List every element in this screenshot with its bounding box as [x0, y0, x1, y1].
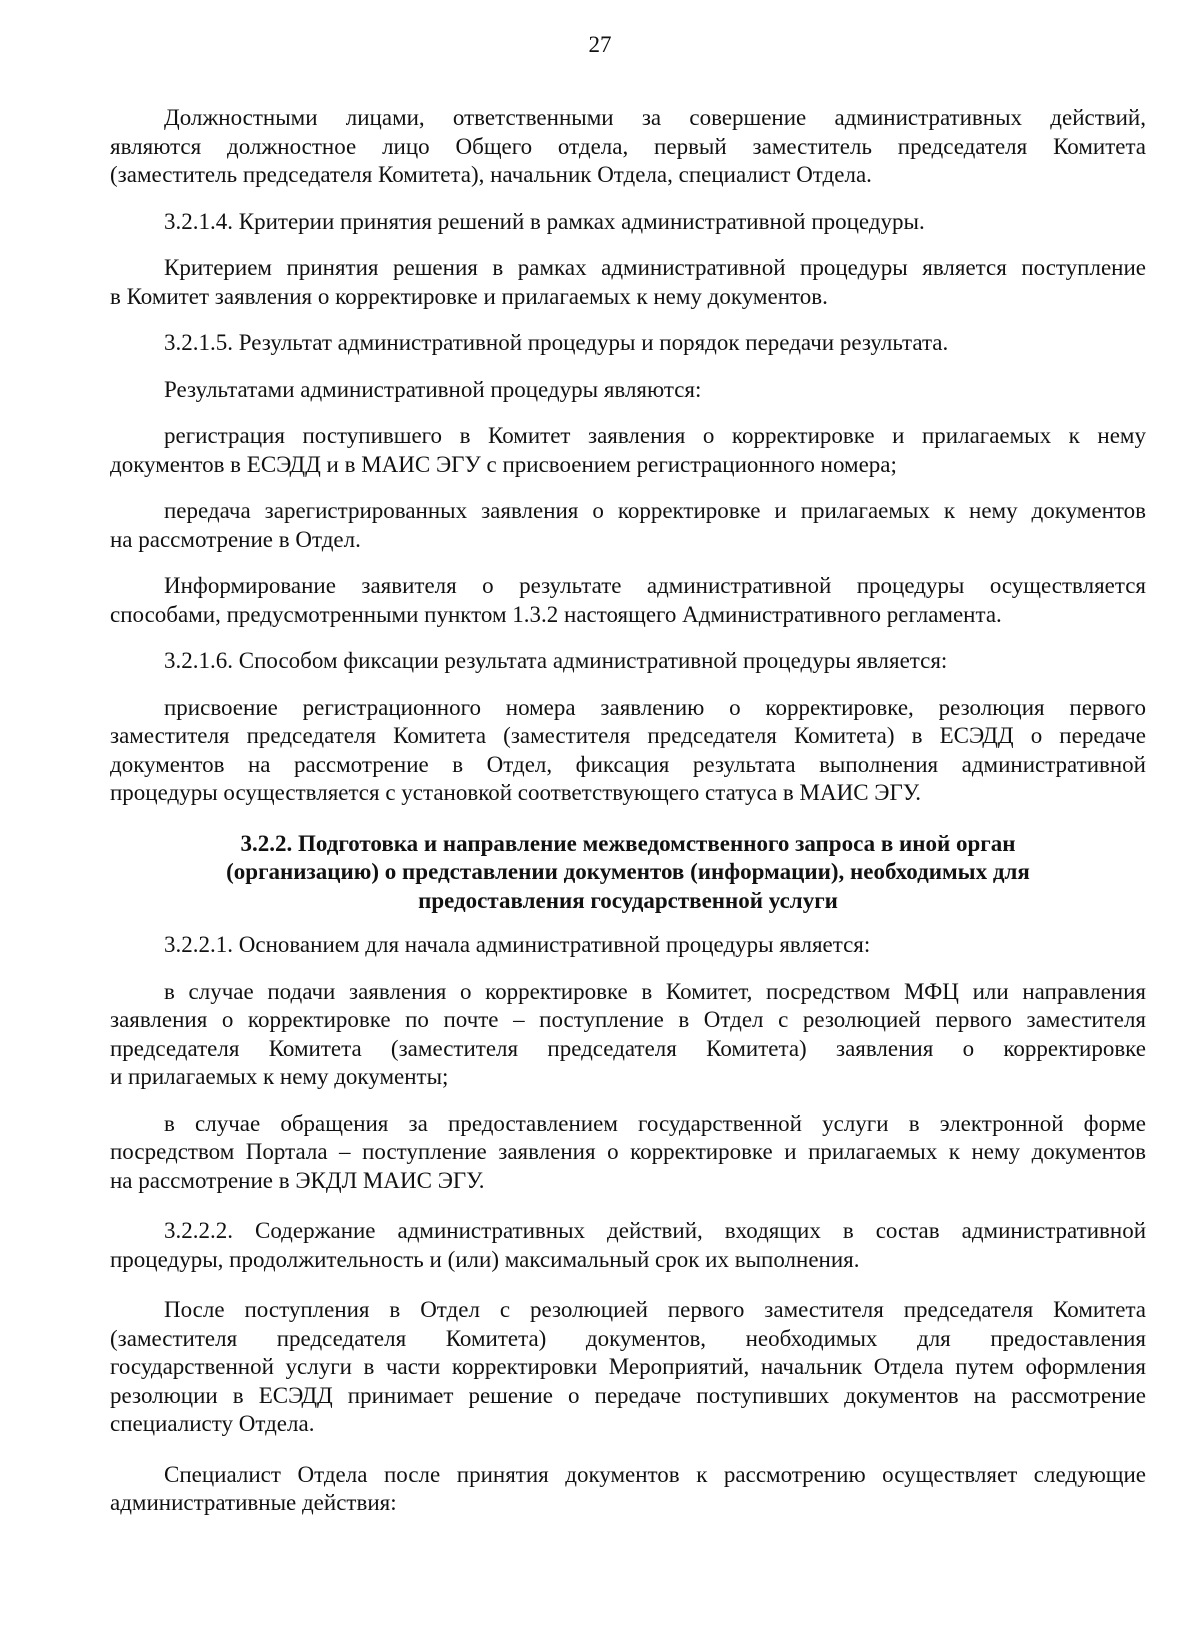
- text-line: заместителя председателя Комитета (заместителя председателя Комитета) в ЕСЭДД о передаче: [110, 723, 1146, 748]
- paragraph-3-2-1-4: [110, 208, 1146, 237]
- text-line: (заместитель председателя Комитета), начальник Отдела, специалист Отдела.: [110, 162, 872, 187]
- paragraph-3-2-2-1: [110, 931, 1146, 960]
- text-line: председателя Комитета (заместителя председателя Комитета) заявления о корректировке: [110, 1035, 1146, 1061]
- text-line: на рассмотрение в Отдел.: [110, 526, 361, 552]
- text-line: в случае подачи заявления о корректировке в Комитет, посредством МФЦ или направления: [164, 978, 1146, 1004]
- text-line: документов в ЕСЭДД и в МАИС ЭГУ с присвоением регистрационного номера;: [110, 451, 897, 477]
- paragraph-3-2-1-5: [110, 329, 1146, 358]
- paragraph-transfer: [110, 497, 1146, 554]
- paragraph-informing: [110, 572, 1146, 629]
- text-line: и прилагаемых к нему документы;: [110, 1064, 449, 1089]
- text-line: Информирование заявителя о результате административной процедуры осуществляется: [164, 573, 1146, 598]
- paragraph-responsible-officials: [110, 104, 1146, 190]
- text-line: (заместителя председателя Комитета) документов, необходимых для предоставления: [110, 1325, 1146, 1351]
- text-line: 3.2.1.4. Критерии принятия решений в рамках административной процедуры.: [164, 208, 925, 234]
- page-number: 27: [588, 32, 612, 57]
- heading-line: 3.2.2. Подготовка и направление межведомственного запроса в иной орган: [240, 830, 1016, 856]
- text-line: регистрация поступившего в Комитет заявления о корректировке и прилагаемых к нему: [164, 423, 1146, 448]
- section-heading-3-2-2: [110, 830, 1146, 916]
- text-line: в случае обращения за предоставлением государственной услуги в электронной форме: [164, 1110, 1146, 1136]
- text-line: Критерием принятия решения в рамках административной процедуры является поступление: [164, 255, 1146, 280]
- paragraph-criterion: [110, 254, 1146, 311]
- text-line: процедуры осуществляется с установкой соответствующего статуса в МАИС ЭГУ.: [110, 780, 922, 805]
- text-line: документов на рассмотрение в Отдел, фиксация результата выполнения административной: [110, 751, 1146, 777]
- heading-line: (организацию) о представлении документов (информации), необходимых для: [226, 859, 1030, 884]
- paragraph-specialist: [110, 1461, 1146, 1518]
- text-line: административные действия:: [110, 1490, 397, 1515]
- text-line: на рассмотрение в ЭКДЛ МАИС ЭГУ.: [110, 1167, 485, 1193]
- paragraph-fixation: [110, 694, 1146, 808]
- paragraph-3-2-1-6: [110, 647, 1146, 676]
- text-line: После поступления в Отдел с резолюцией первого заместителя председателя Комитета: [164, 1297, 1146, 1322]
- text-line: Результатами административной процедуры являются:: [164, 376, 702, 402]
- text-line: Специалист Отдела после принятия документов к рассмотрению осуществляет следующие: [164, 1461, 1146, 1487]
- paragraph-3-2-2-2: [110, 1217, 1146, 1274]
- text-line: передача зарегистрированных заявления о корректировке и прилагаемых к нему документов: [164, 498, 1146, 523]
- text-line: процедуры, продолжительность и (или) максимальный срок их выполнения.: [110, 1246, 860, 1272]
- text-line: являются должностное лицо Общего отдела, первый заместитель председателя Комитета: [110, 133, 1146, 159]
- text-line: заявления о корректировке по почте – поступление в Отдел с резолюцией первого заместителя: [110, 1007, 1146, 1032]
- text-line: специалисту Отдела.: [110, 1411, 315, 1436]
- text-line: резолюции в ЕСЭДД принимает решение о передаче поступивших документов на рассмотрение: [110, 1382, 1146, 1408]
- paragraph-case-application: [110, 978, 1146, 1092]
- paragraph-case-portal: [110, 1110, 1146, 1196]
- document-body: [110, 104, 1146, 1518]
- text-line: присвоение регистрационного номера заявлению о корректировке, резолюция первого: [164, 694, 1146, 720]
- text-line: способами, предусмотренными пунктом 1.3.2 настоящего Административного регламента.: [110, 601, 1002, 627]
- text-line: 3.2.1.5. Результат административной процедуры и порядок передачи результата.: [164, 330, 949, 355]
- text-line: государственной услуги в части корректировки Мероприятий, начальник Отдела путем оформления: [110, 1354, 1146, 1379]
- text-line: 3.2.1.6. Способом фиксации результата административной процедуры является:: [164, 648, 948, 673]
- text-line: Должностными лицами, ответственными за совершение административных действий,: [164, 105, 1146, 130]
- paragraph-registration: [110, 422, 1146, 479]
- text-line: 3.2.2.2. Содержание административных действий, входящих в состав административной: [164, 1218, 1146, 1243]
- paragraph-after-receipt: [110, 1296, 1146, 1439]
- heading-line: предоставления государственной услуги: [418, 887, 838, 913]
- text-line: посредством Портала – поступление заявления о корректировке и прилагаемых к нему документов: [110, 1139, 1146, 1164]
- text-line: в Комитет заявления о корректировке и прилагаемых к нему документов.: [110, 283, 828, 309]
- text-line: 3.2.2.1. Основанием для начала административной процедуры является:: [164, 932, 871, 957]
- paragraph-results-intro: [110, 376, 1146, 405]
